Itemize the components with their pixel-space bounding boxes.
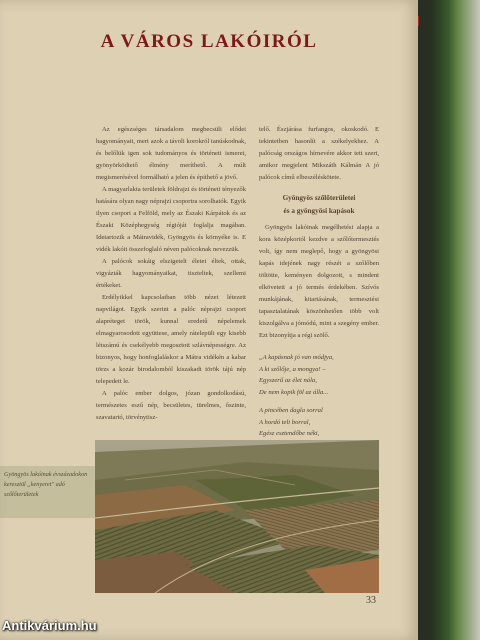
watermark-logo: Antikvárium.hu — [2, 618, 97, 633]
left-text-column — [96, 124, 246, 440]
subheading-line: Gyöngyös szőlőterületei — [282, 194, 356, 202]
poem-line: A ki szőlője, a mongya! – — [259, 365, 326, 373]
paragraph: A palócok sokáig elszigetelt életet éltek, ottak, vigyázták hagyományaikat, tiszteltek, szellemi értékeket. — [96, 258, 246, 289]
book-binding — [410, 0, 480, 640]
paragraph: Az egészséges társadalom megbecsüli elődei hagyományait, mert azok a távoli korokról tanúskodnak, és belőlük igen sok tudományos és történeti ismeret, gyönyörködtető élmény meríthető. A múlt megismerésével formálható a jelen és építhető a jövő. — [96, 126, 246, 181]
page-title: A VÁROS LAKÓIRÓL — [100, 31, 318, 52]
vineyard-illustration — [95, 440, 379, 593]
poem-line: De nem kopik föl az álla... — [259, 388, 329, 396]
poem-line: Egész esztendőbe néki, — [259, 430, 320, 437]
poem-line: A hordó teli borral, — [259, 418, 311, 426]
poem-line: „A kapásnak jó van módjya, — [259, 354, 334, 361]
page-number: 33 — [366, 595, 376, 606]
poem-line: A pincében dagla sorral — [259, 407, 323, 414]
paragraph: A palóc ember dolgos, józan gondolkodású, természetes eszű nép, becsületes, türelmes, őszinte, szavatartó, törvénytisz- — [96, 390, 246, 421]
paragraph: A magyarlakta területek földrajzi és történeti tényezők hatására olyan nagy néprajzi csoportra sorolhatók. Egyik ilyen csoport a Felföld, mely az Északi Kárpátok és az Északi Középhegység régióját foglalja magában. Idetartozik a Mátravidék, Gyöngyös és környéke is. E vidék lakóit összefoglaló néven palócoknak nevezzük. — [96, 186, 246, 253]
paragraph: Gyöngyös lakóinak megélhetési alapja a kora középkortól kezdve a szőlőtermesztés volt, így nem meglepő, hogy a gyöngyösi kapás idejének nagy részét a szőlőben töltötte, keményen dolgozott, s mindent elkövetett a jó termés érdekében. Szívós munkájának, kitartásának, termesztési tapasztalatának köszönhetően több volt kiszolgálva a jómódú, mint a szegény ember. Ezt bizonyítja a régi szölő. — [259, 224, 379, 339]
section-subheading — [259, 192, 379, 218]
right-text-column — [259, 124, 379, 438]
photo-caption: Gyöngyös lakóinak évszázadokon keresztül „kenyeret" adó szőlőterületek — [4, 471, 88, 498]
subheading-line: és a gyöngyösi kapások — [283, 207, 355, 215]
poem-line: Egyszerű az élet nála, — [259, 377, 317, 384]
vineyard-aerial-photo — [95, 440, 379, 593]
paragraph: telő. Észjárása furfangos, okoskodó. E tekintetben hasonlít a székelyekhez. A palócság országos hírnevére akkor tett szert, amikor megjelent Mikszáth Kálmán A jó palócok című elbeszéléskötete. — [259, 126, 379, 181]
paragraph: Erdélyikkel kapcsolatban több nézet létezett napvilágot. Egyik szerint a palóc néprajzi csoport alapréteget török, kunnal eredetű népelemek elmagyarosodott együttese, amely rátelepült egy kisebb létszámú és csekélyebb megosztott szlávnépességre. Az bizonyos, hogy honfoglaláskor a Mátra vidékén a kabar törzs a kozár birodalomból kiszakadt török tájú nép telepedett le. — [96, 294, 246, 385]
poem-stanza — [259, 352, 379, 398]
